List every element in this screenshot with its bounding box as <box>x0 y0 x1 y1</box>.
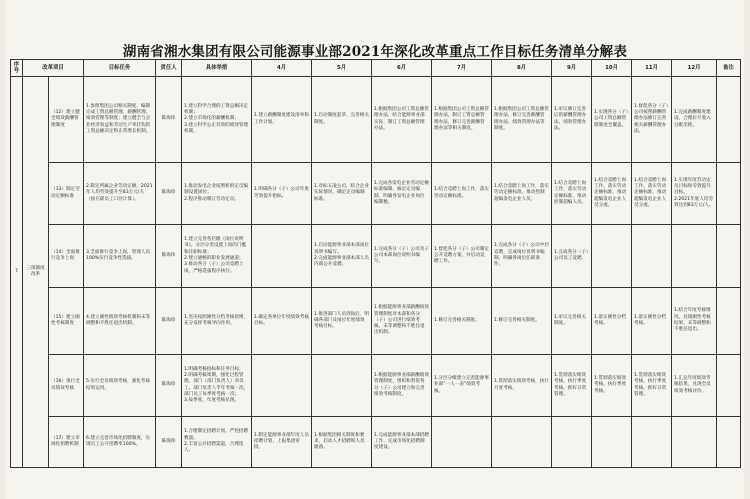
cell-note <box>717 355 741 417</box>
cell-month-6: 1.根据能源事业部薪酬绩效管理制度对本部和各分（子）公司进行绩效考核，末等调整和不胜任退出机制。 <box>372 288 432 355</box>
cell-month-4 <box>252 355 312 417</box>
cell-detail: 1.推动发电企业按照机组定员编制设置岗位； 2.程序推动制订劳动定员。 <box>182 163 252 225</box>
cell-month-8: 1.修订完善相关制度。 <box>492 288 552 355</box>
table-row <box>11 417 741 468</box>
cell-month-10 <box>592 225 632 288</box>
cell-note <box>717 417 741 468</box>
cell-goal: 5.实行全员绩效考核，强化考核结果运用。 <box>84 355 156 417</box>
cell-month-5: 1.推进部门人员到岗后，明确各部门及岗位年度绩效考核目标。 <box>312 288 372 355</box>
cell-project: （13）制定劳动定额标准 <box>49 163 84 225</box>
cell-month-8: 1.根据集团公司工资总额管理办法，修订完善薪酬管理办法、绩效管理办法等制度。 <box>492 77 552 163</box>
cell-month-11: 1.贯彻落实绩效考核，执行季度考核，抓好日常管理。 <box>632 355 672 417</box>
table-row <box>11 77 741 163</box>
cell-month-5: 1.对标五凌公司，结合企业实际情况，确定定员编制标准。 <box>312 163 372 225</box>
cell-month-7 <box>432 417 492 468</box>
cell-owner: 陈海珍 <box>156 163 182 225</box>
cell-note <box>717 225 741 288</box>
cell-goal: 1.参照集团公司相关制度，编制完成工资总额管理、薪酬管理、绩效管理等制度；建立健全与企业经济效益和劳动生产率挂钩的工资总额决定和正常增长机制。 <box>84 77 156 163</box>
table-header-row <box>11 60 741 77</box>
cell-goal: 6.建立完善市场化招聘制度，实现员工公开招聘率100%。 <box>84 417 156 468</box>
cell-project: （12）建立健全绩效薪酬管理制度 <box>49 77 84 163</box>
cell-goal: 3.全面推行竞争上岗，管理人员100%实行竞争性选拔。 <box>84 225 156 288</box>
header-month-6: 6月 <box>372 60 432 77</box>
header-month-12: 12月 <box>672 60 717 77</box>
cell-month-6: 1.完成各分（子）公司及子公司本部岗位说明书编写。 <box>372 225 432 288</box>
document-title: 湖南省湘水集团有限公司能源事业部2021年深化改革重点工作目标任务清单分解表 <box>122 44 628 60</box>
cell-month-5: 1.根据集团相关制度和要求，启动人才招聘和人员储备。 <box>312 417 372 468</box>
cell-detail: 1.建立科学合理的工资总额决定机制； 2.建立市场化的薪酬机制； 3.建立科学公正有效的绩效管理机制。 <box>182 77 252 163</box>
cell-month-12: 1.实现年度劳动定员目标和劳效提升目标。 2.2021年底人均劳效达到83万元/人。 <box>672 163 717 225</box>
header-month-11: 11月 <box>632 60 672 77</box>
group-seq: 7 <box>11 77 23 468</box>
cell-project: （15）建立刚性考核制度 <box>49 288 84 355</box>
cell-month-10: 1.落实刚性分档考核。 <box>592 288 632 355</box>
cell-month-6: 1.根据能源事业部薪酬绩效管理制度，组织和督促各分（子）公司建立和完善绩效考核制度。 <box>372 355 432 417</box>
header-note: 备注 <box>717 60 741 77</box>
cell-month-10: 1.结合竞聘上岗工作，落实劳动定额标准，推动超编发电企业人员分流。 <box>592 163 632 225</box>
cell-note <box>717 163 741 225</box>
cell-owner: 陈海珍 <box>156 225 182 288</box>
cell-month-9: 1.完成各分（子）公司员工竞聘。 <box>552 225 592 288</box>
cell-month-11: 1.督促各分（子）公司按照薪酬管理办法修订完善相关薪酬管理办法。 <box>632 77 672 163</box>
cell-month-7: 1.分层分级建立完善能源事业部“一人一表”绩效考核。 <box>432 355 492 417</box>
table-row <box>11 225 741 288</box>
cell-month-9: 1.结合竞聘上岗工作，落实劳动定额标准，推动控制超编人员。 <box>552 163 592 225</box>
cell-month-9: 1.审议修订完善后的薪酬管理办法、绩效管理办法。 <box>552 77 592 163</box>
task-table <box>10 59 741 468</box>
cell-month-7: 1.根据集团公司工资总额管理办法，制订工资总额管理办法，修订完善薪酬管理办法等相关制度。 <box>432 77 492 163</box>
cell-owner: 陈海珍 <box>156 288 182 355</box>
cell-month-12: 1.完成薪酬制度建设，合理拉开收入分配差距。 <box>672 77 717 163</box>
header-month-8: 8月 <box>492 60 552 77</box>
header-seq: 序号 <box>11 60 23 77</box>
cell-month-9: 1.贯彻落实绩效考核，执行季度考核，抓好日常管理。 <box>552 355 592 417</box>
cell-owner: 陈海珍 <box>156 355 182 417</box>
document-sheet <box>6 0 744 499</box>
cell-month-10 <box>592 417 632 468</box>
cell-note <box>717 77 741 163</box>
cell-month-7: 1.修订完善相关制度。 <box>432 288 492 355</box>
cell-month-12 <box>672 225 717 288</box>
cell-month-4 <box>252 225 312 288</box>
cell-month-4: 1.制定能源事业部年度人员招聘计划，上报集团审批。 <box>252 417 312 468</box>
cell-month-11: 1.结合竞聘上岗工作，落实劳动定额标准，推动超编发电企业人员分流。 <box>632 163 672 225</box>
cell-month-8: 1.完成各分（子）公司中层竞聘，完成岗位说明书编制，明确各岗位任职条件。 <box>492 225 552 288</box>
cell-month-8: 1.结合竞聘上岗工作，落实劳动定额标准，推动控制超编发电企业人员。 <box>492 163 552 225</box>
header-goal: 目标任务 <box>84 60 156 77</box>
header-month-4: 4月 <box>252 60 312 77</box>
cell-month-5: 1.启动制度起草、完善相关制度。 <box>312 77 372 163</box>
cell-month-6: 1.完成能源事业部本部招聘工作，完成市场化招聘制度建设。 <box>372 417 432 468</box>
header-month-5: 5月 <box>312 60 372 77</box>
cell-month-11 <box>632 225 672 288</box>
group-category: 三项制度改革 <box>23 77 49 468</box>
cell-detail: 1.明确考核指标和任务目标； 2.明确考核周期，强化过程管理，部门（部门负责人）对员工、部门负责人半年考核一次，部门员工每季度考核一次； 3.按季度、年度考核兑现。 <box>182 355 252 417</box>
cell-month-8: 1.贯彻落实绩效考核，执行月度考核。 <box>492 355 552 417</box>
cell-month-7: 1.督促各分（子）公司制定公开竞聘方案，并启动竞聘工作。 <box>432 225 492 288</box>
cell-project: （17）建立市场化招聘机制 <box>49 417 84 468</box>
cell-month-5: 1.启动能源事业部本部岗位说明书编写。 2.完成能源事业部本部人员内部公开竞聘。 <box>312 225 372 288</box>
cell-month-12: 1.结合年度考核情况，兑现刚性考核结果，末等调整和不胜任退出。 <box>672 288 717 355</box>
header-month-9: 9月 <box>552 60 592 77</box>
table-row <box>11 355 741 417</box>
cell-month-10: 1.贯彻落实绩效考核，执行季度考核。 <box>592 355 632 417</box>
cell-month-6: 1.根据集团公司工资总额管理办法，结合能源事业部实际，制订工资总额管理办法。 <box>372 77 432 163</box>
cell-month-11 <box>632 417 672 468</box>
cell-month-4: 1.建立薪酬制度建设清单和工作计划。 <box>252 77 312 163</box>
cell-month-4: 1.确定各单位年度绩效考核目标。 <box>252 288 312 355</box>
cell-goal: 4.建立刚性绩效考核机制和末等调整和不胜任退出机制。 <box>84 288 156 355</box>
header-month-10: 10月 <box>592 60 632 77</box>
cell-month-9: 1.审议完善相关制度。 <box>552 288 592 355</box>
cell-month-9 <box>552 417 592 468</box>
cell-month-6: 1.完成各发电企业劳动定额标准编制，核定定员编制，明确各发电企业岗位编制数。 <box>372 163 432 225</box>
header-owner: 责任人 <box>156 60 182 77</box>
cell-detail: 1.合理制定招聘计划，严控招聘数量。 2.丰富公开招聘渠道，合理选人。 <box>182 417 252 468</box>
cell-month-12 <box>672 417 717 468</box>
header-category: 改革项目 <box>23 60 84 77</box>
cell-month-10: 1.实现各分（子）公司工资总额管理制度全覆盖。 <box>592 77 632 163</box>
cell-owner: 陈海珍 <box>156 77 182 163</box>
cell-month-8 <box>492 417 552 468</box>
cell-note <box>717 288 741 355</box>
cell-month-7: 1.结合竞聘上岗工作，落实劳动定额标准。 <box>432 163 492 225</box>
cell-project: （16）推行全员绩效考核 <box>49 355 84 417</box>
cell-owner: 陈海珍 <box>156 417 182 468</box>
header-detail: 具体举措 <box>182 60 252 77</box>
cell-month-5 <box>312 355 372 417</box>
cell-month-12: 1.汇总年度绩效考核结果，兑现全员绩效考核评价。 <box>672 355 717 417</box>
cell-project: （14）全面推行竞争上岗 <box>49 225 84 288</box>
cell-month-4: 1.明确各分（子）公司年度劳效提升指标。 <box>252 163 312 225</box>
table-row <box>11 288 741 355</box>
cell-detail: 1.坚决按照刚性分档考核原则，充分发挥考核导向作用。 <box>182 288 252 355</box>
header-month-7: 7月 <box>432 60 492 77</box>
cell-detail: 1.建立完善各层级《岗位说明书》，分层分类设置上岗的门槛和任职标准； 2.建立通畅的职业发展通道； 3.推动各分（子）公司竞聘上岗，严格选拔程序执行。 <box>182 225 252 288</box>
table-row <box>11 163 741 225</box>
cell-goal: 2.制定所属企业劳动定额，2021年人均劳效提升至83万元/人（按在职员工口径计算）。 <box>84 163 156 225</box>
cell-month-11: 1.落实刚性分档考核。 <box>632 288 672 355</box>
